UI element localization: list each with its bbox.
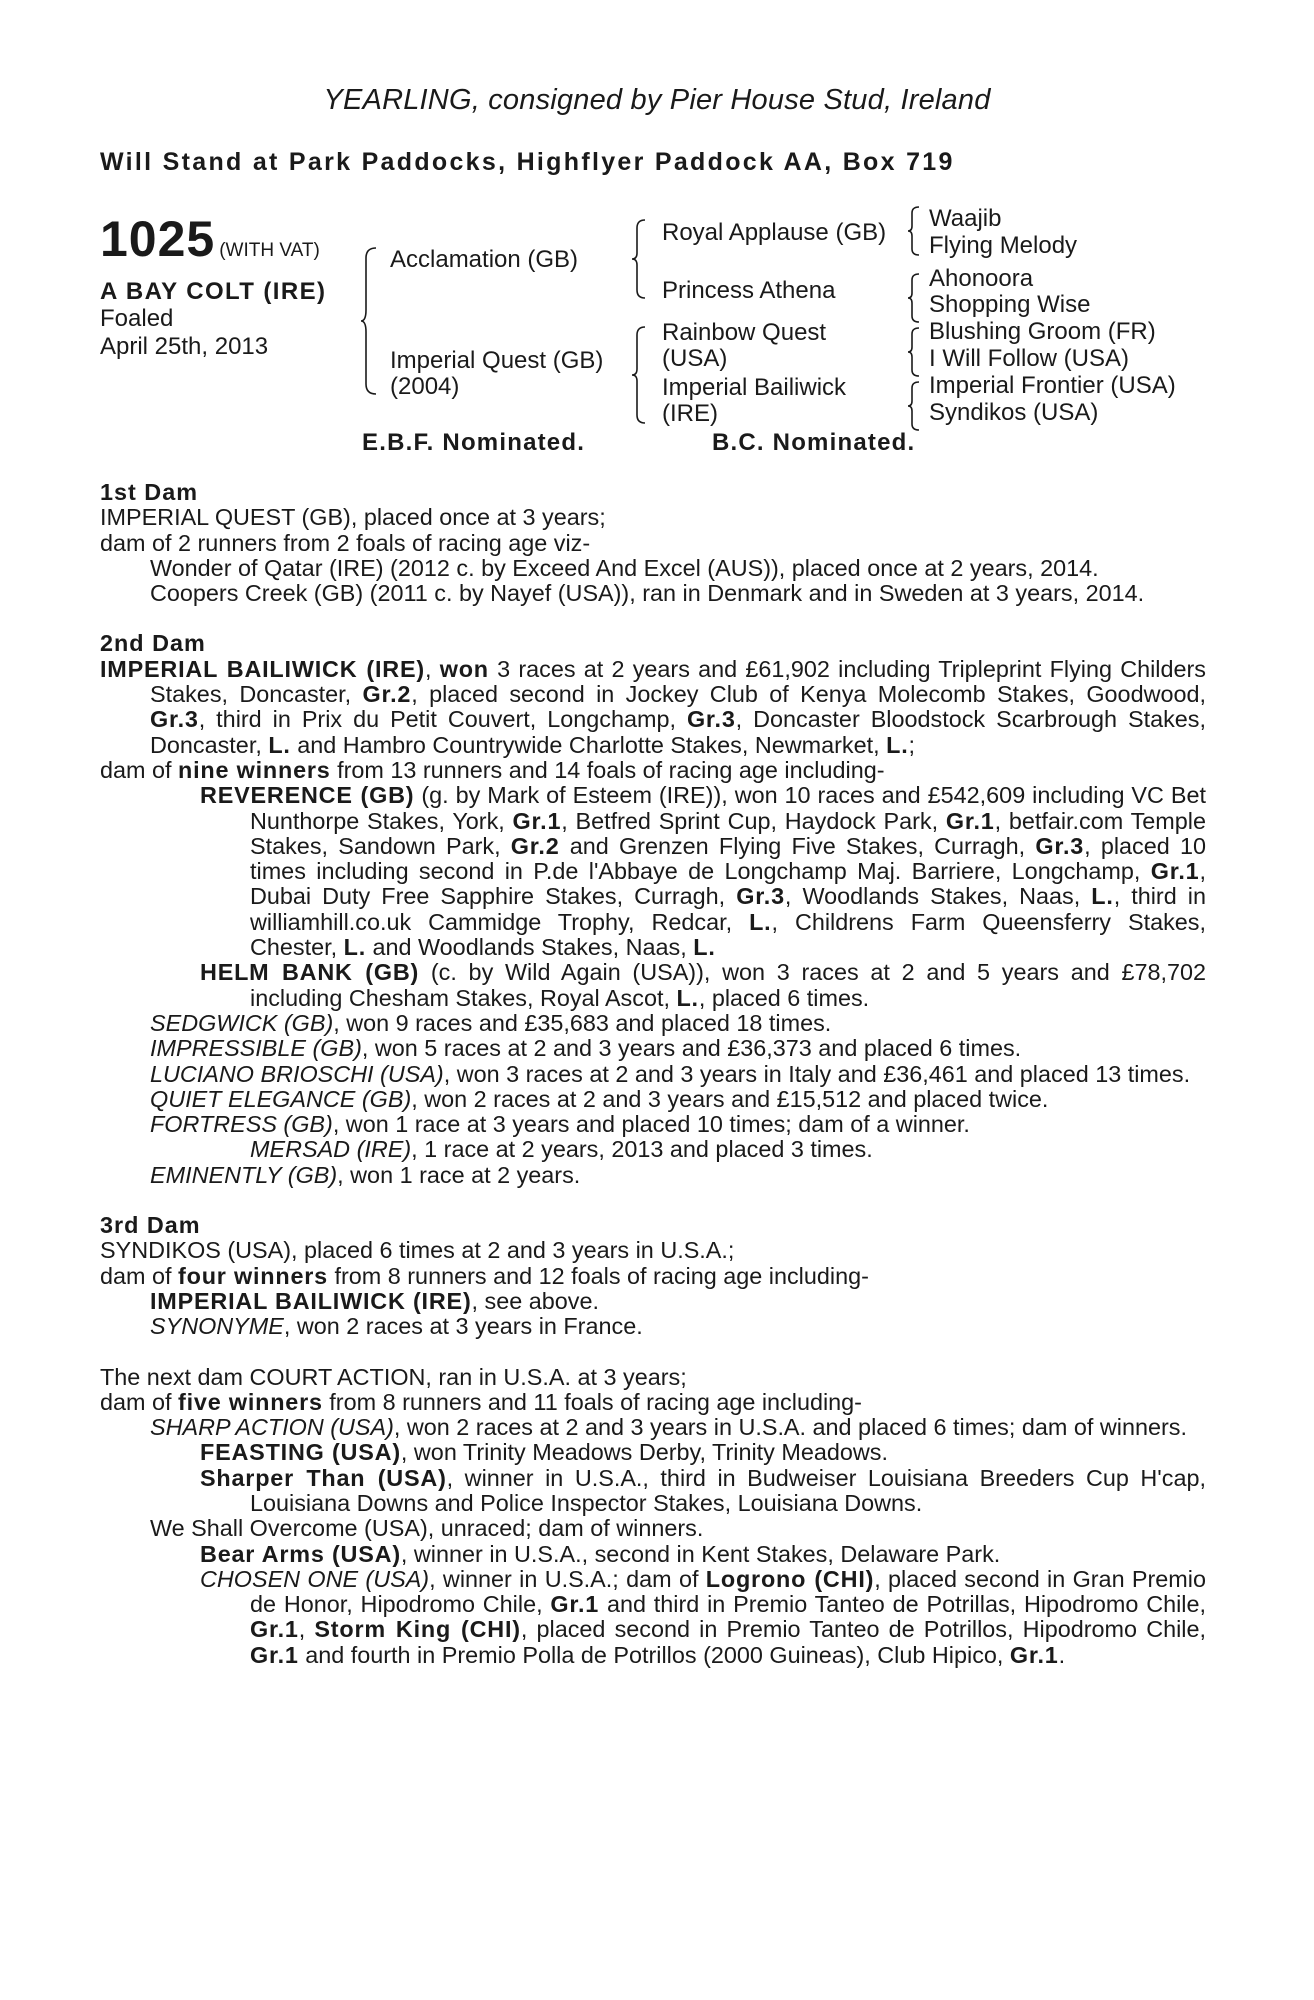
produce-feasting: FEASTING (USA), won Trinity Meadows Derby, Trinity Meadows. [200,1439,888,1466]
ebf-nominated: E.B.F. Nominated. [362,429,586,456]
produce-helm-bank: HELM BANK (GB) (c. by Wild Again (USA)), won 3 races at 2 and 5 years and £78,702 including Chesham Stakes, Royal Ascot, L., placed 6 times. [200,959,1206,1011]
first-dam-line: IMPERIAL QUEST (GB), placed once at 3 years; [100,504,606,531]
stabling-location: Will Stand at Park Paddocks, Highflyer Paddock AA, Box 719 [100,148,955,176]
pedigree-dam-dam-name: Imperial Bailiwick [662,374,847,401]
pedigree-dds: Imperial Frontier (USA) [929,372,1176,399]
pedigree-dsd: I Will Follow (USA) [929,345,1130,372]
pedigree-brace-dds [907,380,921,432]
produce-sedgwick: SEDGWICK (GB), won 9 races and £35,683 and placed 18 times. [150,1009,832,1036]
produce-impressible: IMPRESSIBLE (GB), won 5 races at 2 and 3 years and £36,373 and placed 6 times. [150,1035,1022,1062]
produce-fortress: FORTRESS (GB), won 1 race at 3 years and placed 10 times; dam of a winner. [150,1111,970,1138]
produce-bear-arms: Bear Arms (USA), winner in U.S.A., second in Kent Stakes, Delaware Park. [200,1540,1001,1567]
bc-nominated: B.C. Nominated. [712,429,916,456]
won-label: won [439,655,489,682]
pedigree-dam-sire [662,320,826,372]
pedigree-dam-sire-origin: (USA) [662,345,728,372]
pedigree-brace-sds [907,272,921,324]
third-dam-heading: 3rd Dam [100,1212,201,1239]
pedigree-ssd: Flying Melody [929,232,1078,259]
pedigree-brace-dss [907,326,921,378]
produce-chosen-one: CHOSEN ONE (USA), winner in U.S.A.; dam of Logrono (CHI), placed second in Gran Premio de Honor, Hipodromo Chile, Gr.1 and third in Premio Tanteo de Potrillas, Hipodromo Chile, Gr.1, Storm King (CHI), placed second in Premio Tanteo de Potrillos, Hipodromo Chile, Gr.1 and fourth in Premio Polla de Potrillos (2000 Guineas), Club Hipico, Gr.1. [200,1565,1206,1668]
first-dam-foal-2: Coopers Creek (GB) (2011 c. by Nayef (USA)), ran in Denmark and in Sweden at 3 years, 2014. [150,580,1145,607]
pedigree-dss: Blushing Groom (FR) [929,318,1156,345]
pedigree-sire-sire: Royal Applause (GB) [662,219,887,246]
first-dam-heading: 1st Dam [100,479,199,505]
pedigree-sds: Ahonoora [929,265,1034,292]
produce-sharper-than: Sharper Than (USA), winner in U.S.A., third in Budweiser Louisiana Breeders Cup H'cap, Louisiana Downs and Police Inspector Stakes, Louisiana Downs. [200,1464,1206,1516]
next-dam-line: The next dam COURT ACTION, ran in U.S.A. at 3 years; [100,1363,687,1390]
pedigree-dam-year: (2004) [390,373,460,400]
next-dam-produce: dam of five winners from 8 runners and 11 foals of racing age including- [100,1388,862,1415]
pedigree-dam-dam-origin: (IRE) [662,400,718,427]
produce-eminently: EMINENTLY (GB), won 1 race at 2 years. [150,1161,581,1188]
pedigree-dam-sire-name: Rainbow Quest [662,319,827,346]
third-dam-line: SYNDIKOS (USA), placed 6 times at 2 and 3 years in U.S.A.; [100,1237,735,1264]
produce-quiet-elegance: QUIET ELEGANCE (GB), won 2 races at 2 and 3 years and £15,512 and placed twice. [150,1085,1049,1112]
horse-description: A BAY COLT (IRE) [100,278,327,305]
lot-number: 1025 [100,211,216,267]
second-dam-record: IMPERIAL BAILIWICK (IRE), won 3 races at 2 years and £61,902 including Tripleprint Flying Childers Stakes, Doncaster, Gr.2, placed second in Jockey Club of Kenya Molecomb Stakes, Goodwood, Gr.3, third in Prix du Petit Couvert, Longchamp, Gr.3, Doncaster Bloodstock Scarbrough Stakes, Doncaster, L. and Hambro Countrywide Charlotte Stakes, Newmarket, L.; [100,655,1207,758]
pedigree-sire-dam: Princess Athena [662,277,836,304]
pedigree-sss: Waajib [929,205,1002,232]
pedigree-dam [390,348,603,400]
foaled-date: April 25th, 2013 [100,333,269,360]
produce-we-shall-overcome: We Shall Overcome (USA), unraced; dam of winners. [150,1515,704,1542]
pedigree-brace-sss [907,205,921,257]
consignment-heading: YEARLING, consigned by Pier House Stud, Ireland [323,84,991,116]
second-dam-heading: 2nd Dam [100,630,206,657]
pedigree-sdd: Shopping Wise [929,291,1091,318]
produce-sharp-action: SHARP ACTION (USA), won 2 races at 2 and 3 years in U.S.A. and placed 6 times; dam of winners. [150,1414,1187,1441]
produce-imperial-bailiwick: IMPERIAL BAILIWICK (IRE), see above. [150,1287,599,1314]
first-dam-produce: dam of 2 runners from 2 foals of racing age viz- [100,529,591,556]
produce-synonyme: SYNONYME, won 2 races at 3 years in France. [150,1313,643,1340]
vat-note: (WITH VAT) [219,240,320,261]
second-dam-produce: dam of nine winners from 13 runners and 14 foals of racing age including- [100,756,885,783]
foaled-label: Foaled [100,305,174,332]
third-dam-produce: dam of four winners from 8 runners and 12 foals of racing age including- [100,1262,869,1289]
pedigree-brace-main [360,246,378,396]
first-dam-foal-1: Wonder of Qatar (IRE) (2012 c. by Exceed And Excel (AUS)), placed once at 2 years, 2014. [150,554,1099,581]
produce-mersad: MERSAD (IRE), 1 race at 2 years, 2013 and placed 3 times. [250,1136,873,1163]
produce-reverence: REVERENCE (GB) (g. by Mark of Esteem (IRE)), won 10 races and £542,609 including VC Bet Nunthorpe Stakes, York, Gr.1, Betfred Sprint Cup, Haydock Park, Gr.1, betfair.com Temple Stakes, Sandown Park, Gr.2 and Grenzen Flying Five Stakes, Curragh, Gr.3, placed 10 times including second in P.de l'Abbaye de Longchamp Maj. Barriere, Longchamp, Gr.1, Dubai Duty Free Sapphire Stakes, Curragh, Gr.3, Woodlands Stakes, Naas, L., third in williamhill.co.uk Cammidge Trophy, Redcar, L., Childrens Farm Queensferry Stakes, Chester, L. and Woodlands Stakes, Naas, L. [200,782,1206,961]
pedigree-brace-dam [631,325,647,425]
pedigree-sire: Acclamation (GB) [390,246,579,273]
pedigree-ddd: Syndikos (USA) [929,399,1099,426]
pedigree-dam-name: Imperial Quest (GB) [390,347,604,374]
foaling-info [100,305,268,361]
pedigree-dam-dam [662,375,846,427]
produce-luciano-brioschi: LUCIANO BRIOSCHI (USA), won 3 races at 2 and 3 years in Italy and £36,461 and placed 13 times. [150,1060,1191,1087]
pedigree-brace-sire [631,218,647,300]
second-dam-name: IMPERIAL BAILIWICK (IRE) [100,655,425,682]
produce-record [100,480,1206,1668]
lot-number-block [100,210,320,268]
